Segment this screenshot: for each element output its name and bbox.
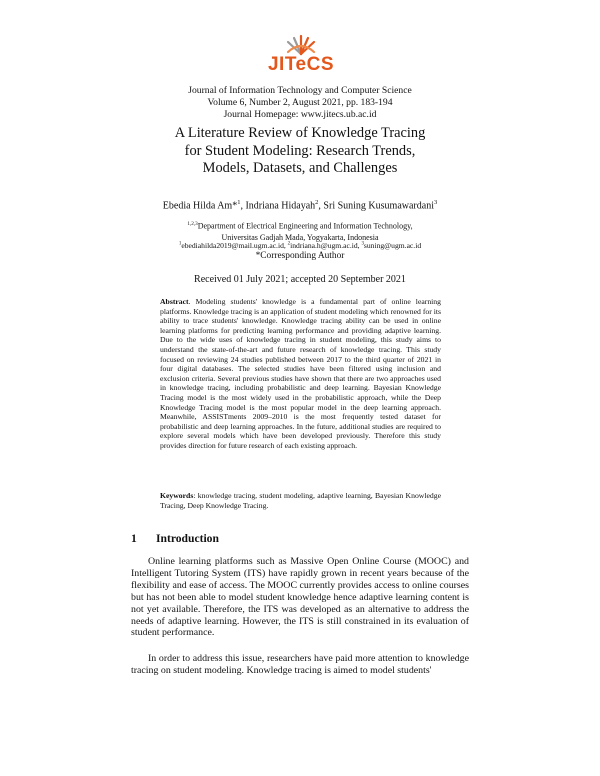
- author-emails: [0, 241, 600, 250]
- journal-name: Journal of Information Technology and Computer Science: [188, 85, 412, 96]
- title-line: A Literature Review of Knowledge Tracing: [174, 125, 426, 141]
- logo-wordmark: JITeCS: [267, 54, 334, 75]
- keywords-label: Keywords: [160, 491, 194, 500]
- abstract-label: Abstract: [160, 297, 189, 306]
- author-superscript: 2: [315, 199, 319, 206]
- email-superscript: 1: [178, 241, 182, 247]
- abstract: [160, 297, 441, 451]
- journal-homepage: Journal Homepage: www.jitecs.ub.ac.id: [223, 109, 377, 120]
- email-link[interactable]: suning@ugm.ac.id: [363, 241, 422, 250]
- affiliation-superscript: 1,2,3: [187, 221, 198, 227]
- title-line: for Student Modeling: Research Trends,: [184, 142, 416, 159]
- body-paragraph: Online learning platforms such as Massive Open Online Course (MOOC) and Intelligent Tutoring System (ITS) have rapidly grown in recent years because of the flexibility and ease of access. The MOOC currently provides access to online courses but has not been able to model student knowledge hence adaptive learning content is not yet available. Therefore, the ITS was developed as an alternative to address the needs of adaptive learning. However, the ITS is still constrained in its evaluation of student performance.: [131, 556, 469, 639]
- author-name: , Indriana Hidayah: [240, 200, 316, 212]
- author-superscript: 3: [433, 199, 438, 206]
- email-superscript: 3: [361, 241, 364, 247]
- journal-header: [0, 85, 600, 121]
- section-number: 1: [131, 532, 137, 545]
- author-name: , Sri Suning Kusumawardani: [318, 200, 434, 212]
- author-list: [0, 199, 600, 211]
- author-name: Ebedia Hilda Am*: [162, 200, 238, 212]
- affiliation: [0, 219, 600, 243]
- email-link[interactable]: indriana.h@ugm.ac.id,: [290, 241, 362, 250]
- affiliation-line: Universitas Gadjah Mada, Yogyakarta, Indonesia: [221, 232, 379, 242]
- abstract-text: . Modeling students' knowledge is a fundamental part of online learning platforms. Knowledge tracing is an application of student modeling which renowned for its ability to trace students' knowledge. Knowledge tracing ability can be used in online learning platforms for predicting learning performance and providing adaptive learning. Due to the wide uses of knowledge tracing in student modeling, this study aims to understand the state-of-the-art and future research of knowledge tracing. This study focused on reviewing 24 studies published between 2017 to the third quarter of 2021 in four digital databases. The selected studies have been filtered using inclusion and exclusion criteria. Several previous studies have shown that there are two approaches used in knowledge tracing, including probabilistic and deep learning. Bayesian Knowledge Tracing model is the most widely used in the probabilistic approach, while the Deep Knowledge Tracing model is the most popular model in the deep learning approach. Meanwhile, ASSISTments 2009–2010 is the most frequently tested dataset for probabilistic and deep learning approaches. In the future, additional studies are required to explore several models which have been developed previously. Therefore this study provides direction for future research of each existing approach.: [160, 297, 441, 450]
- received-dates: Received 01 July 2021; accepted 20 September 2021: [194, 274, 406, 285]
- paper-title: [0, 125, 600, 178]
- email-link[interactable]: ebediahilda2019@mail.ugm.ac.id,: [181, 241, 288, 250]
- section-heading: [131, 532, 219, 545]
- affiliation-line: Department of Electrical Engineering and Information Technology,: [197, 221, 413, 231]
- title-line: Models, Datasets, and Challenges: [202, 160, 398, 176]
- section-title: Introduction: [156, 532, 219, 545]
- email-superscript: 2: [287, 241, 291, 247]
- journal-volume: Volume 6, Number 2, August 2021, pp. 183-194: [207, 97, 393, 108]
- body-paragraph: In order to address this issue, researchers have paid more attention to knowledge tracing on student modeling. Knowledge tracing is aimed to model students': [131, 653, 469, 676]
- keywords: [160, 491, 441, 510]
- corresponding-author: *Corresponding Author: [255, 251, 345, 261]
- author-superscript: 1: [237, 199, 241, 206]
- keywords-text: : knowledge tracing, student modeling, adaptive learning, Bayesian Knowledge Tracing, Deep Knowledge Tracing.: [160, 491, 441, 510]
